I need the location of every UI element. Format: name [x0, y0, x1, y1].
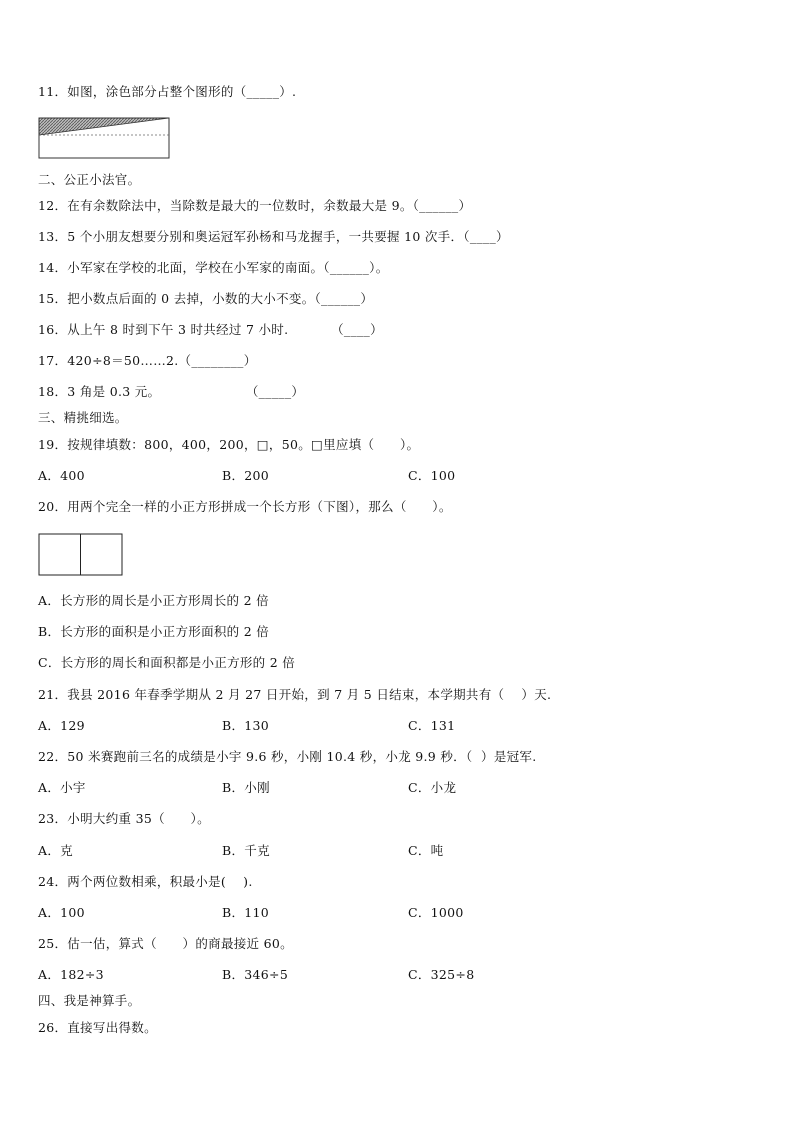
q20-option-a[interactable]: A．长方形的周长是小正方形周长的 2 倍 — [38, 593, 269, 608]
question-13: 13．5 个小朋友想要分别和奥运冠军孙杨和马龙握手，一共要握 10 次手．（____） — [38, 229, 509, 244]
q24-option-b[interactable]: B．110 — [222, 905, 270, 920]
q23-option-b[interactable]: B．千克 — [222, 843, 270, 858]
q19-option-c[interactable]: C．100 — [408, 468, 456, 483]
q24-option-a[interactable]: A．100 — [38, 905, 85, 920]
question-11: 11．如图，涂色部分占整个图形的（_____）. — [38, 84, 297, 99]
q22-option-b[interactable]: B．小刚 — [222, 780, 270, 795]
q24-option-c[interactable]: C．1000 — [408, 905, 464, 920]
question-12: 12．在有余数除法中，当除数是最大的一位数时，余数最大是 9。（______） — [38, 198, 472, 213]
section-4-heading: 四、我是神算手。 — [38, 993, 141, 1008]
question-25: 25．估一估，算式（ ）的商最接近 60。 — [38, 936, 293, 951]
q21-option-c[interactable]: C．131 — [408, 718, 456, 733]
q19-option-b[interactable]: B．200 — [222, 468, 270, 483]
question-17: 17．420÷8＝50……2.（________） — [38, 353, 257, 368]
question-15: 15．把小数点后面的 0 去掉，小数的大小不变。（______） — [38, 291, 374, 306]
question-24: 24．两个两位数相乘，积最小是( ). — [38, 874, 253, 889]
question-23: 23．小明大约重 35（ ）。 — [38, 811, 210, 826]
question-26: 26．直接写出得数。 — [38, 1020, 157, 1035]
question-18: 18．3 角是 0.3 元。 （_____） — [38, 384, 305, 399]
question-22: 22．50 米赛跑前三名的成绩是小宇 9.6 秒，小刚 10.4 秒，小龙 9.9 秒．（ ）是冠军. — [38, 749, 537, 764]
section-3-heading: 三、精挑细选。 — [38, 410, 128, 425]
q23-option-c[interactable]: C．吨 — [408, 843, 444, 858]
q25-option-a[interactable]: A．182÷3 — [38, 967, 104, 982]
question-14: 14．小军家在学校的北面，学校在小军家的南面。（______）。 — [38, 260, 389, 275]
q21-option-a[interactable]: A．129 — [38, 718, 85, 733]
question-20: 20．用两个完全一样的小正方形拼成一个长方形（下图），那么（ ）。 — [38, 499, 452, 514]
q11-figure — [38, 117, 171, 160]
q22-option-c[interactable]: C．小龙 — [408, 780, 457, 795]
question-19: 19．按规律填数：800，400，200，□，50。□里应填（ ）。 — [38, 437, 420, 452]
q20-figure — [38, 533, 124, 577]
q22-option-a[interactable]: A．小宇 — [38, 780, 86, 795]
question-16: 16．从上午 8 时到下午 3 时共经过 7 小时. （____） — [38, 322, 383, 337]
q25-option-b[interactable]: B．346÷5 — [222, 967, 289, 982]
q19-option-a[interactable]: A．400 — [38, 468, 85, 483]
q20-option-b[interactable]: B．长方形的面积是小正方形面积的 2 倍 — [38, 624, 270, 639]
q21-option-b[interactable]: B．130 — [222, 718, 270, 733]
q25-option-c[interactable]: C．325÷8 — [408, 967, 475, 982]
q20-option-c[interactable]: C．长方形的周长和面积都是小正方形的 2 倍 — [38, 655, 296, 670]
section-2-heading: 二、公正小法官。 — [38, 172, 141, 187]
q23-option-a[interactable]: A．克 — [38, 843, 73, 858]
question-21: 21．我县 2016 年春季学期从 2 月 27 日开始，到 7 月 5 日结束，本学期共有（ ）天. — [38, 687, 552, 702]
